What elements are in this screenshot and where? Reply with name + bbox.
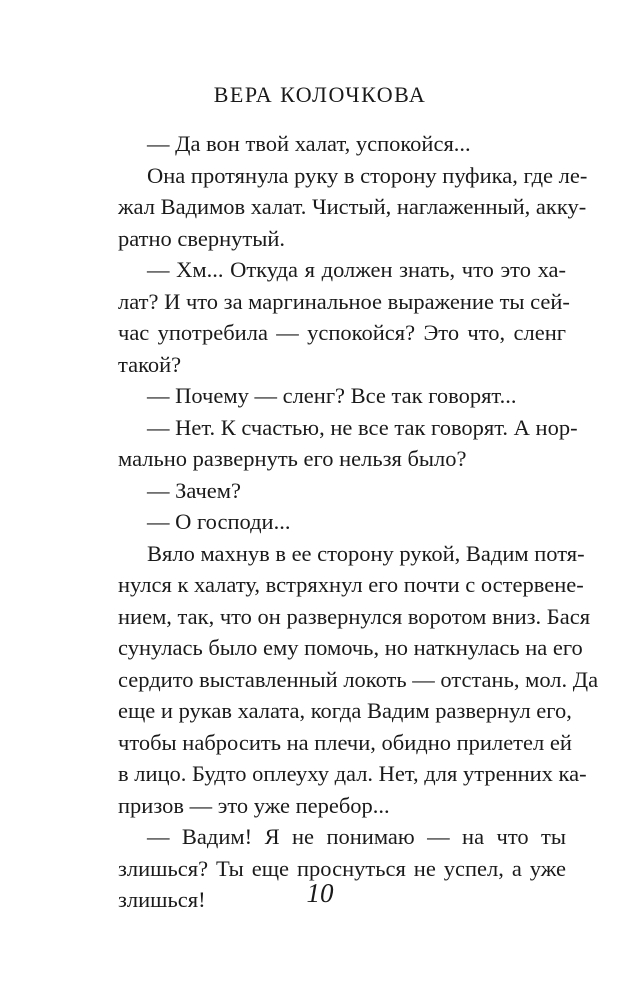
text-line: — Зачем? [147,477,242,503]
text-line: лат? И что за маргинальное выражение ты сей- [118,288,570,314]
body-text [118,128,599,916]
text-line: жал Вадимов халат. Чистый, наглаженный, акку- [118,194,587,219]
text-line: нием, так, что он развернулся воротом вниз. Бася [118,603,591,629]
text-line: сунулась было ему помочь, но наткнулась на его [118,635,583,660]
text-line: такой? [118,351,182,377]
text-line: чтобы набросить на плечи, обидно прилетел ей [118,729,572,755]
text-line: Она протянула руку в сторону пуфика, где ле- [147,162,588,188]
text-line: — Да вон твой халат, успокойся... [147,131,471,156]
text-line: мально развернуть его нельзя было? [118,446,467,471]
text-line: час употребила — успокойся? Это что, сленг [118,320,566,345]
text-line: — Нет. К счастью, не все так говорят. А нор- [147,414,578,440]
text-line: — Вадим! Я не понимаю — на что ты [147,824,566,849]
text-line: — Почему — сленг? Все так говорят... [147,383,517,408]
text-line: призов — это уже перебор... [118,792,390,818]
text-line: в лицо. Будто оплеуху дал. Нет, для утренних ка- [118,761,587,786]
text-line: Вяло махнув в ее сторону рукой, Вадим потя- [147,540,585,566]
text-line: — Хм... Откуда я должен знать, что это ха- [147,257,566,282]
text-line: сердито выставленный локоть — отстань, мол. Да [118,666,599,692]
text-line: нулся к халату, встряхнул его почти с остервене- [118,572,584,597]
running-header-author: ВЕРА КОЛОЧКОВА [213,82,427,107]
page-number: 10 [306,878,334,908]
text-line: еще и рукав халата, когда Вадим развернул его, [118,698,572,723]
text-line: злишься! [118,887,206,912]
text-line: злишься? Ты еще проснуться не успел, а уже [118,855,566,881]
text-line: ратно свернутый. [118,225,286,251]
text-line: — О господи... [147,509,291,534]
